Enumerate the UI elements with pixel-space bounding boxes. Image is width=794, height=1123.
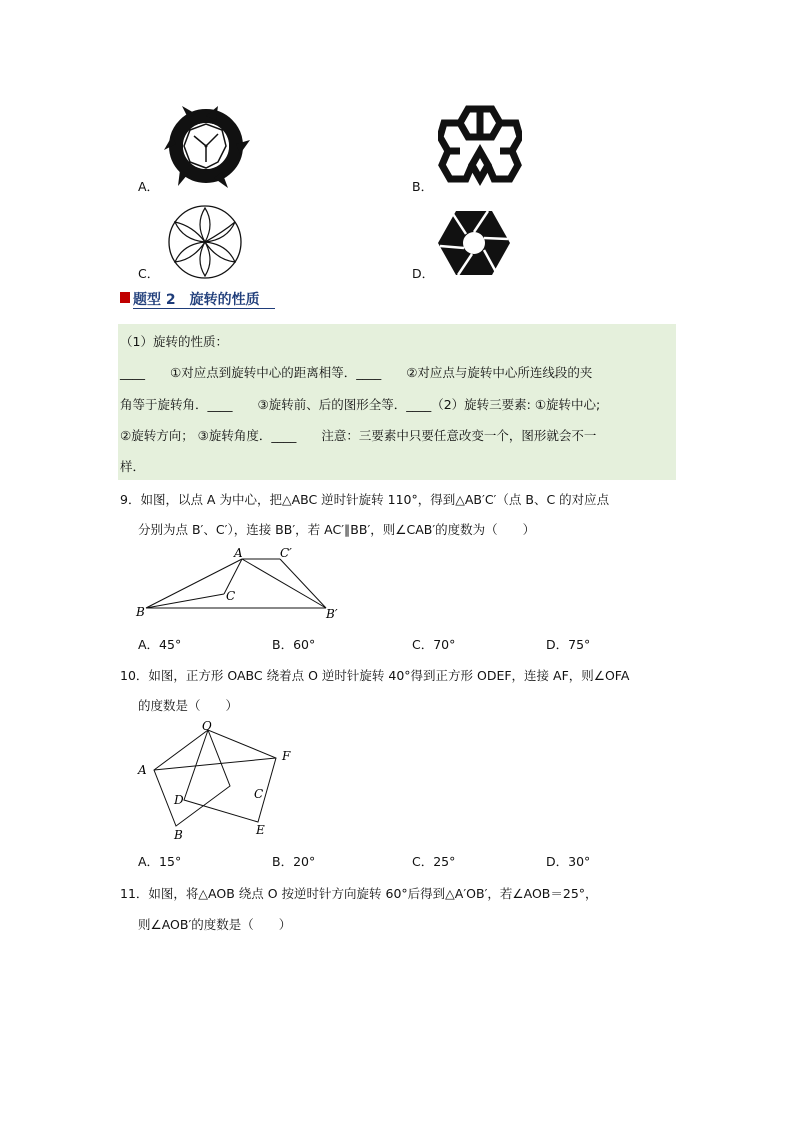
option-a-label[interactable]: A． xyxy=(138,179,160,194)
six-petal-flower-icon xyxy=(163,204,247,280)
option-b-figure xyxy=(438,103,522,189)
properties-line-1: （1）旋转的性质： xyxy=(120,334,228,349)
q10-choice-b[interactable]: B．20° xyxy=(272,854,316,869)
q10-line-af xyxy=(154,758,276,770)
q10-label-a: A xyxy=(138,763,147,777)
q9-choice-d[interactable]: D．75° xyxy=(546,637,591,652)
option-d-figure xyxy=(436,208,512,278)
q10-choice-a[interactable]: A．15° xyxy=(138,854,182,869)
option-a-figure xyxy=(160,100,256,192)
q10-label-e: E xyxy=(256,823,265,837)
option-d-label[interactable]: D． xyxy=(412,266,435,281)
q9-label-c: C xyxy=(226,589,236,603)
q9-label-a: A xyxy=(234,546,243,560)
q10-choice-d[interactable]: D．30° xyxy=(546,854,591,869)
q9-choice-c[interactable]: C．70° xyxy=(412,637,456,652)
q9-text-line-2: 分别为点 B′、C′），连接 BB′，若 AC′∥BB′，则∠CAB′的度数为（ ） xyxy=(138,522,536,537)
q9-line-cpbp xyxy=(280,559,326,608)
q10-label-b: B xyxy=(174,828,183,840)
q10-text-line-2: 的度数是（ ） xyxy=(138,698,239,713)
q9-text-line-1: 9．如图，以点 A 为中心，把△ABC 逆时针旋转 110°，得到△AB′C′（点 B、C 的对应点 xyxy=(120,492,610,507)
option-c-label[interactable]: C． xyxy=(138,266,160,281)
properties-line-3: 角等于旋转角．____ ③旋转前、后的图形全等．____（2）旋转三要素: ①旋转中心; xyxy=(120,397,601,412)
q10-label-f: F xyxy=(282,749,291,763)
option-b-label[interactable]: B． xyxy=(412,179,434,194)
option-c-figure xyxy=(163,204,247,280)
q9-line-bc xyxy=(146,594,224,608)
q9-label-bp: B′ xyxy=(326,607,338,621)
q10-square-odef xyxy=(184,730,276,822)
q10-label-o: O xyxy=(202,719,212,733)
q10-label-c: C xyxy=(254,787,264,801)
hexagon-shutter-icon xyxy=(436,208,512,278)
q10-choice-c[interactable]: C．25° xyxy=(412,854,456,869)
properties-line-2: ____ ①对应点到旋转中心的距离相等．____ ②对应点与旋转中心所连线段的夹 xyxy=(120,365,593,380)
section-title: 题型 2 旋转的性质 xyxy=(133,292,260,308)
q9-figure xyxy=(130,542,350,622)
q11-text-line-2: 则∠AOB′的度数是（ ） xyxy=(138,917,292,932)
q10-figure xyxy=(134,718,300,840)
recycle-arrows-icon xyxy=(160,100,256,192)
q9-line-abp xyxy=(242,559,326,608)
properties-line-4: ②旋转方向； ③旋转角度．____ 注意：三要素中只要任意改变一个，图形就会不一 xyxy=(120,428,597,443)
section-underline xyxy=(133,308,275,309)
q10-label-d: D xyxy=(174,793,184,807)
q9-choice-a[interactable]: A．45° xyxy=(138,637,182,652)
q9-label-b: B xyxy=(136,605,145,619)
q9-choice-b[interactable]: B．60° xyxy=(272,637,316,652)
hexagram-knot-icon xyxy=(438,103,522,189)
section-marker xyxy=(120,292,130,303)
q11-text-line-1: 11．如图，将△AOB 绕点 O 按逆时针方向旋转 60°后得到△A′OB′，若∠AOB＝25°， xyxy=(120,886,598,901)
q10-text-line-1: 10．如图，正方形 OABC 绕着点 O 逆时针旋转 40°得到正方形 ODEF，连接 AF，则∠OFA xyxy=(120,668,630,683)
q9-label-cp: C′ xyxy=(280,546,292,560)
properties-line-5: 样． xyxy=(120,459,146,474)
